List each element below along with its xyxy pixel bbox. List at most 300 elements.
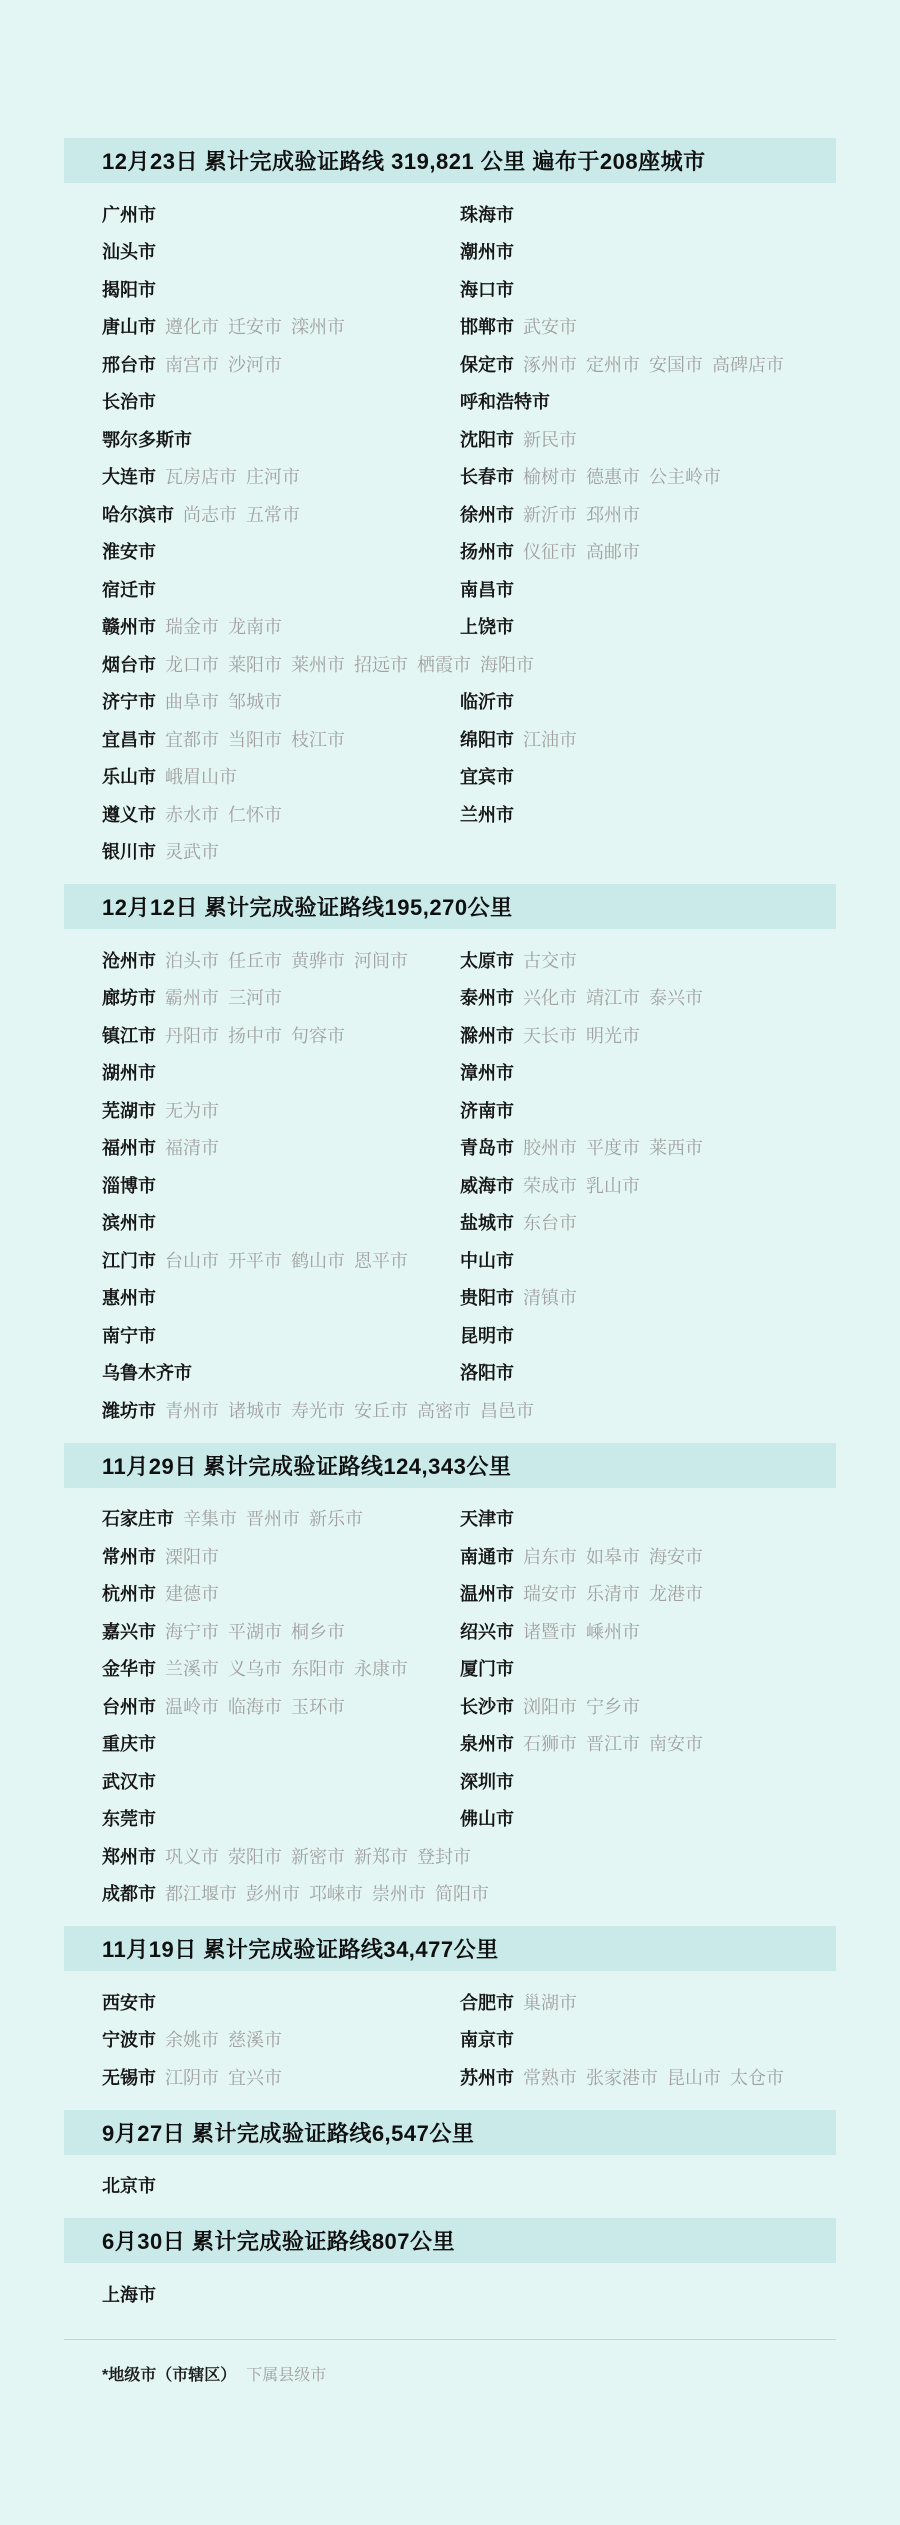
prefecture-city-name: 临沂市 [460, 692, 514, 713]
prefecture-city-name: 广州市 [102, 204, 156, 225]
county-city-name: 新民市 [523, 429, 577, 450]
section-rows [0, 941, 900, 1429]
section-rows [0, 2167, 900, 2205]
county-city-name: 瑞安市 [523, 1584, 577, 1605]
city-row [0, 1612, 900, 1650]
county-city-name: 无为市 [165, 1100, 219, 1121]
city-cell-left [102, 1505, 460, 1531]
city-row [0, 308, 900, 346]
prefecture-city-name: 海口市 [460, 279, 514, 300]
prefecture-city-name: 青岛市 [460, 1138, 514, 1159]
county-city-name: 荣成市 [523, 1175, 577, 1196]
city-row [0, 758, 900, 796]
city-cell-right [460, 1097, 523, 1123]
county-city-name: 海阳市 [480, 654, 534, 675]
prefecture-city-name: 兰州市 [460, 804, 514, 825]
prefecture-city-name: 惠州市 [102, 1288, 156, 1309]
city-cell-left [102, 351, 460, 377]
prefecture-city-name: 苏州市 [460, 2067, 514, 2088]
section-header-text: 6月30日 累计完成验证路线807公里 [102, 2229, 456, 2254]
prefecture-city-name: 威海市 [460, 1175, 514, 1196]
city-cell-left [102, 426, 460, 452]
county-city-name: 张家港市 [586, 2067, 658, 2088]
county-city-name: 龙港市 [649, 1584, 703, 1605]
county-city-name: 泰兴市 [649, 988, 703, 1009]
city-cell-left [102, 2281, 460, 2307]
city-row [0, 1241, 900, 1279]
city-cell-right [460, 313, 586, 339]
county-city-name: 当阳市 [228, 729, 282, 750]
prefecture-city-name: 宜宾市 [460, 767, 514, 788]
county-city-name: 龙南市 [228, 617, 282, 638]
city-cell-right [460, 1505, 523, 1531]
prefecture-city-name: 滁州市 [460, 1025, 514, 1046]
prefecture-city-name: 北京市 [102, 2176, 156, 2197]
city-cell-left [102, 1693, 460, 1719]
city-cell-left [102, 1059, 460, 1085]
county-city-name: 高碑店市 [712, 354, 784, 375]
county-city-name: 都江堰市 [165, 1884, 237, 1905]
prefecture-city-name: 鄂尔多斯市 [102, 429, 192, 450]
city-cell-right [460, 1580, 712, 1606]
city-cell-right [460, 1693, 649, 1719]
city-row [0, 1725, 900, 1763]
county-city-name: 南宫市 [165, 354, 219, 375]
county-city-name: 诸暨市 [523, 1621, 577, 1642]
city-cell-left [102, 1730, 460, 1756]
county-city-name: 兰溪市 [165, 1659, 219, 1680]
city-row [0, 1537, 900, 1575]
city-cell-right [460, 1284, 586, 1310]
prefecture-city-name: 潍坊市 [102, 1400, 156, 1421]
city-cell-left [102, 201, 460, 227]
prefecture-city-name: 昆明市 [460, 1325, 514, 1346]
county-city-name: 清镇市 [523, 1288, 577, 1309]
prefecture-city-name: 西安市 [102, 1992, 156, 2013]
city-cell-right [460, 463, 730, 489]
county-city-name: 邹城市 [228, 692, 282, 713]
county-city-name: 武安市 [523, 317, 577, 338]
county-city-name: 登封市 [417, 1846, 471, 1867]
county-city-name: 余姚市 [165, 2030, 219, 2051]
city-cell-right [460, 501, 649, 527]
section-rows [0, 1983, 900, 2096]
city-cell-right [460, 538, 649, 564]
city-cell-right [460, 2026, 523, 2052]
county-city-name: 新密市 [291, 1846, 345, 1867]
county-city-name: 荥阳市 [228, 1846, 282, 1867]
city-cell-left [102, 2064, 460, 2090]
county-city-name: 诸城市 [228, 1400, 282, 1421]
city-cell-right [460, 1618, 649, 1644]
county-city-name: 平度市 [586, 1138, 640, 1159]
county-city-name: 乳山市 [586, 1175, 640, 1196]
prefecture-city-name: 银川市 [102, 842, 156, 863]
county-city-name: 安国市 [649, 354, 703, 375]
city-cell-left [102, 2172, 460, 2198]
prefecture-city-name: 淄博市 [102, 1175, 156, 1196]
city-row [0, 833, 900, 871]
footnote-prefecture-label: *地级市（市辖区） [102, 2366, 237, 2384]
city-row [0, 345, 900, 383]
city-row [0, 1875, 900, 1913]
county-city-name: 丹阳市 [165, 1025, 219, 1046]
county-city-name: 青州市 [165, 1400, 219, 1421]
county-city-name: 启东市 [523, 1546, 577, 1567]
city-cell-right [460, 1247, 523, 1273]
county-city-name: 扬中市 [228, 1025, 282, 1046]
prefecture-city-name: 邯郸市 [460, 317, 514, 338]
city-cell-right [460, 238, 523, 264]
city-row [0, 2058, 900, 2096]
prefecture-city-name: 金华市 [102, 1659, 156, 1680]
footnote-county-label: 下属县级市 [246, 2366, 327, 2384]
county-city-name: 慈溪市 [228, 2030, 282, 2051]
county-city-name: 玉环市 [291, 1696, 345, 1717]
city-cell-left [102, 801, 460, 827]
county-city-name: 明光市 [586, 1025, 640, 1046]
county-city-name: 新沂市 [523, 504, 577, 525]
county-city-name: 莱阳市 [228, 654, 282, 675]
prefecture-city-name: 佛山市 [460, 1809, 514, 1830]
prefecture-city-name: 长沙市 [460, 1696, 514, 1717]
prefecture-city-name: 上饶市 [460, 617, 514, 638]
footnote [102, 2362, 900, 2385]
county-city-name: 江油市 [523, 729, 577, 750]
prefecture-city-name: 成都市 [102, 1884, 156, 1905]
city-cell-left [102, 538, 460, 564]
city-row [0, 1091, 900, 1129]
sections [0, 138, 900, 2313]
prefecture-city-name: 漳州市 [460, 1063, 514, 1084]
county-city-name: 常熟市 [523, 2067, 577, 2088]
city-row [0, 683, 900, 721]
city-cell-right [460, 388, 559, 414]
city-cell-left [102, 1209, 460, 1235]
city-row [0, 1054, 900, 1092]
city-cell-right [460, 726, 586, 752]
county-city-name: 枝江市 [291, 729, 345, 750]
county-city-name: 建德市 [165, 1584, 219, 1605]
county-city-name: 灵武市 [165, 842, 219, 863]
county-city-name: 寿光市 [291, 1400, 345, 1421]
county-city-name: 曲阜市 [165, 692, 219, 713]
county-city-name: 栖霞市 [417, 654, 471, 675]
footer-divider [64, 2339, 836, 2340]
prefecture-city-name: 福州市 [102, 1138, 156, 1159]
city-row [0, 1983, 900, 2021]
prefecture-city-name: 南通市 [460, 1546, 514, 1567]
county-city-name: 新郑市 [354, 1846, 408, 1867]
city-cell-left [102, 1580, 460, 1606]
city-row [0, 1837, 900, 1875]
county-city-name: 三河市 [228, 988, 282, 1009]
city-cell-right [460, 2064, 793, 2090]
city-cell-right [460, 1543, 712, 1569]
prefecture-city-name: 中山市 [460, 1250, 514, 1271]
county-city-name: 宜兴市 [228, 2067, 282, 2088]
county-city-name: 高密市 [417, 1400, 471, 1421]
county-city-name: 遵化市 [165, 317, 219, 338]
county-city-name: 新乐市 [309, 1509, 363, 1530]
county-city-name: 鹤山市 [291, 1250, 345, 1271]
city-cell-left [102, 1022, 460, 1048]
city-cell-left [102, 726, 460, 752]
city-cell-right [460, 1768, 523, 1794]
city-cell-left [102, 388, 460, 414]
city-row [0, 1800, 900, 1838]
section-header-band [64, 138, 836, 183]
prefecture-city-name: 唐山市 [102, 317, 156, 338]
prefecture-city-name: 重庆市 [102, 1734, 156, 1755]
city-cell-right [460, 1359, 523, 1385]
county-city-name: 霸州市 [165, 988, 219, 1009]
city-cell-left [102, 1247, 460, 1273]
prefecture-city-name: 洛阳市 [460, 1363, 514, 1384]
city-cell-left [102, 1768, 460, 1794]
county-city-name: 胶州市 [523, 1138, 577, 1159]
city-cell-left [102, 947, 460, 973]
city-cell-left [102, 1097, 460, 1123]
county-city-name: 简阳市 [435, 1884, 489, 1905]
city-cell-left [102, 1172, 460, 1198]
city-cell-left [102, 1359, 460, 1385]
city-row [0, 1687, 900, 1725]
city-row [0, 1316, 900, 1354]
county-city-name: 泊头市 [165, 950, 219, 971]
city-row [0, 1166, 900, 1204]
prefecture-city-name: 杭州市 [102, 1584, 156, 1605]
county-city-name: 东台市 [523, 1213, 577, 1234]
county-city-name: 义乌市 [228, 1659, 282, 1680]
city-cell-full [102, 651, 543, 677]
section-header-text: 9月27日 累计完成验证路线6,547公里 [102, 2120, 475, 2146]
prefecture-city-name: 廊坊市 [102, 988, 156, 1009]
county-city-name: 仪征市 [523, 542, 577, 563]
city-row [0, 458, 900, 496]
prefecture-city-name: 扬州市 [460, 542, 514, 563]
prefecture-city-name: 宜昌市 [102, 729, 156, 750]
county-city-name: 辛集市 [183, 1509, 237, 1530]
city-cell-right [460, 1172, 649, 1198]
county-city-name: 公主岭市 [649, 467, 721, 488]
county-city-name: 临海市 [228, 1696, 282, 1717]
city-row [0, 608, 900, 646]
prefecture-city-name: 长春市 [460, 467, 514, 488]
prefecture-city-name: 无锡市 [102, 2067, 156, 2088]
city-cell-right [460, 1989, 586, 2015]
city-cell-full [102, 1880, 498, 1906]
prefecture-city-name: 天津市 [460, 1509, 514, 1530]
county-city-name: 平湖市 [228, 1621, 282, 1642]
county-city-name: 海宁市 [165, 1621, 219, 1642]
county-city-name: 高邮市 [586, 542, 640, 563]
county-city-name: 庄河市 [246, 467, 300, 488]
prefecture-city-name: 保定市 [460, 354, 514, 375]
prefecture-city-name: 长治市 [102, 392, 156, 413]
prefecture-city-name: 郑州市 [102, 1846, 156, 1867]
prefecture-city-name: 大连市 [102, 467, 156, 488]
city-row [0, 270, 900, 308]
county-city-name: 晋江市 [586, 1734, 640, 1755]
county-city-name: 莱西市 [649, 1138, 703, 1159]
prefecture-city-name: 淮安市 [102, 542, 156, 563]
city-cell-left [102, 1618, 460, 1644]
county-city-name: 兴化市 [523, 988, 577, 1009]
county-city-name: 乐清市 [586, 1584, 640, 1605]
prefecture-city-name: 厦门市 [460, 1659, 514, 1680]
county-city-name: 古交市 [523, 950, 577, 971]
prefecture-city-name: 南宁市 [102, 1325, 156, 1346]
county-city-name: 嵊州市 [586, 1621, 640, 1642]
city-cell-right [460, 426, 586, 452]
county-city-name: 恩平市 [354, 1250, 408, 1271]
prefecture-city-name: 湖州市 [102, 1063, 156, 1084]
county-city-name: 峨眉山市 [165, 767, 237, 788]
section-header-text: 11月19日 累计完成验证路线34,477公里 [102, 1937, 499, 1962]
prefecture-city-name: 南昌市 [460, 579, 514, 600]
city-row [0, 383, 900, 421]
prefecture-city-name: 盐城市 [460, 1213, 514, 1234]
city-cell-left [102, 1805, 460, 1831]
county-city-name: 句容市 [291, 1025, 345, 1046]
section-header-text: 12月23日 累计完成验证路线 319,821 公里 遍布于208座城市 [102, 149, 706, 174]
county-city-name: 迁安市 [228, 317, 282, 338]
city-row [0, 2021, 900, 2059]
city-row [0, 420, 900, 458]
prefecture-city-name: 石家庄市 [102, 1509, 174, 1530]
county-city-name: 晋州市 [246, 1509, 300, 1530]
section-header-text: 11月29日 累计完成验证路线124,343公里 [102, 1453, 512, 1479]
city-cell-right [460, 763, 523, 789]
county-city-name: 昌邑市 [480, 1400, 534, 1421]
prefecture-city-name: 深圳市 [460, 1771, 514, 1792]
county-city-name: 招远市 [354, 654, 408, 675]
city-cell-right [460, 1059, 523, 1085]
city-row [0, 1650, 900, 1688]
county-city-name: 龙口市 [165, 654, 219, 675]
city-cell-left [102, 613, 460, 639]
county-city-name: 涿州市 [523, 354, 577, 375]
city-cell-right [460, 613, 523, 639]
city-cell-right [460, 201, 523, 227]
city-row [0, 1762, 900, 1800]
city-cell-left [102, 984, 460, 1010]
city-cell-left [102, 463, 460, 489]
city-cell-left [102, 763, 460, 789]
county-city-name: 东阳市 [291, 1659, 345, 1680]
county-city-name: 海安市 [649, 1546, 703, 1567]
city-cell-right [460, 351, 793, 377]
county-city-name: 仁怀市 [228, 804, 282, 825]
county-city-name: 黄骅市 [291, 950, 345, 971]
county-city-name: 溧阳市 [165, 1546, 219, 1567]
prefecture-city-name: 遵义市 [102, 804, 156, 825]
city-cell-left [102, 1284, 460, 1310]
prefecture-city-name: 沧州市 [102, 950, 156, 971]
county-city-name: 福清市 [165, 1138, 219, 1159]
city-cell-left [102, 1322, 460, 1348]
county-city-name: 石狮市 [523, 1734, 577, 1755]
prefecture-city-name: 泉州市 [460, 1734, 514, 1755]
county-city-name: 永康市 [354, 1659, 408, 1680]
section-header-band [64, 884, 836, 929]
county-city-name: 沙河市 [228, 354, 282, 375]
section-rows [0, 1500, 900, 1913]
prefecture-city-name: 武汉市 [102, 1771, 156, 1792]
city-row [0, 645, 900, 683]
city-cell-left [102, 838, 460, 864]
county-city-name: 邳州市 [586, 504, 640, 525]
section-rows [0, 2275, 900, 2313]
county-city-name: 赤水市 [165, 804, 219, 825]
prefecture-city-name: 贵阳市 [460, 1288, 514, 1309]
county-city-name: 尚志市 [183, 504, 237, 525]
city-cell-right [460, 1805, 523, 1831]
prefecture-city-name: 济宁市 [102, 692, 156, 713]
county-city-name: 瓦房店市 [165, 467, 237, 488]
section-header-band [64, 2110, 836, 2155]
prefecture-city-name: 滨州市 [102, 1213, 156, 1234]
city-cell-left [102, 313, 460, 339]
prefecture-city-name: 东莞市 [102, 1809, 156, 1830]
city-cell-right [460, 801, 523, 827]
city-row [0, 941, 900, 979]
city-cell-right [460, 1209, 586, 1235]
city-row [0, 533, 900, 571]
county-city-name: 昆山市 [667, 2067, 721, 2088]
city-row [0, 1279, 900, 1317]
county-city-name: 德惠市 [586, 467, 640, 488]
section-header-text: 12月12日 累计完成验证路线195,270公里 [102, 895, 513, 920]
prefecture-city-name: 芜湖市 [102, 1100, 156, 1121]
section-rows [0, 195, 900, 870]
county-city-name: 莱州市 [291, 654, 345, 675]
county-city-name: 瑞金市 [165, 617, 219, 638]
prefecture-city-name: 揭阳市 [102, 279, 156, 300]
prefecture-city-name: 烟台市 [102, 654, 156, 675]
county-city-name: 如皋市 [586, 1546, 640, 1567]
city-cell-left [102, 238, 460, 264]
city-cell-left [102, 1989, 460, 2015]
county-city-name: 邛崃市 [309, 1884, 363, 1905]
prefecture-city-name: 乐山市 [102, 767, 156, 788]
city-cell-right [460, 276, 523, 302]
city-row [0, 1016, 900, 1054]
county-city-name: 天长市 [523, 1025, 577, 1046]
prefecture-city-name: 宿迁市 [102, 579, 156, 600]
county-city-name: 安丘市 [354, 1400, 408, 1421]
city-row [0, 979, 900, 1017]
prefecture-city-name: 哈尔滨市 [102, 504, 174, 525]
section-header-band [64, 2218, 836, 2263]
county-city-name: 桐乡市 [291, 1621, 345, 1642]
prefecture-city-name: 嘉兴市 [102, 1621, 156, 1642]
city-cell-left [102, 1134, 460, 1160]
county-city-name: 任丘市 [228, 950, 282, 971]
prefecture-city-name: 绍兴市 [460, 1621, 514, 1642]
prefecture-city-name: 上海市 [102, 2284, 156, 2305]
city-row [0, 1204, 900, 1242]
prefecture-city-name: 宁波市 [102, 2030, 156, 2051]
county-city-name: 台山市 [165, 1250, 219, 1271]
county-city-name: 浏阳市 [523, 1696, 577, 1717]
prefecture-city-name: 徐州市 [460, 504, 514, 525]
city-row [0, 233, 900, 271]
county-city-name: 宜都市 [165, 729, 219, 750]
city-row [0, 570, 900, 608]
county-city-name: 滦州市 [291, 317, 345, 338]
